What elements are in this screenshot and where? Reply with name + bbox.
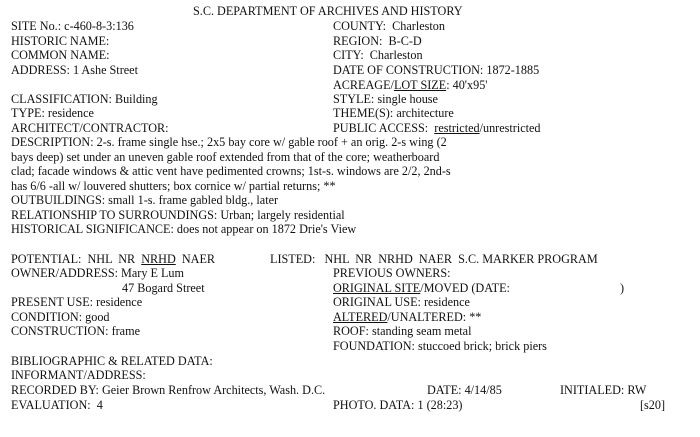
date-of-construction: DATE OF CONSTRUCTION: 1872-1885 bbox=[333, 63, 540, 77]
style: STYLE: single house bbox=[333, 92, 438, 106]
present-use: PRESENT USE: residence bbox=[11, 295, 143, 309]
potential: POTENTIAL: NHL NR NRHD NAER bbox=[11, 252, 216, 266]
historical-significance: HISTORICAL SIGNIFICANCE: does not appear on 1872 Drie's View bbox=[11, 222, 357, 236]
classification: CLASSIFICATION: Building bbox=[11, 92, 158, 106]
informant-address: INFORMANT/ADDRESS: bbox=[11, 368, 146, 382]
owner-street: 47 Bogard Street bbox=[122, 281, 205, 295]
common-name: COMMON NAME: bbox=[11, 48, 110, 62]
historic-name: HISTORIC NAME: bbox=[11, 34, 110, 48]
theme: THEME(S): architecture bbox=[333, 106, 454, 120]
previous-owners: PREVIOUS OWNERS: bbox=[333, 266, 451, 280]
description-line: bays deep) set under an uneven gable roof extended from that of the core; weatherboard bbox=[11, 150, 440, 164]
recorded-date: DATE: 4/14/85 bbox=[427, 383, 502, 397]
moved-date-close: ) bbox=[620, 281, 625, 295]
region: REGION: B-C-D bbox=[333, 34, 422, 48]
roof: ROOF: standing seam metal bbox=[333, 324, 472, 338]
listed: LISTED: NHL NR NRHD NAER S.C. MARKER PROGRAM bbox=[270, 252, 598, 266]
initialed: INITIALED: RW bbox=[560, 383, 647, 397]
original-use: ORIGINAL USE: residence bbox=[333, 295, 470, 309]
reference-code: [s20] bbox=[640, 398, 666, 412]
evaluation: EVALUATION: 4 bbox=[11, 398, 103, 412]
description-line: clad; facade windows & attic vent have pedimented crowns; 1st-s. windows are 2/2, 2nd-s bbox=[11, 164, 451, 178]
owner-address: OWNER/ADDRESS: Mary E Lum bbox=[11, 266, 185, 280]
type: TYPE: residence bbox=[11, 106, 94, 120]
site-number: SITE No.: c-460-8-3:136 bbox=[11, 19, 134, 33]
description-line: DESCRIPTION: 2-s. frame single hse.; 2x5 bay core w/ gable roof + an orig. 2-s wing (2 bbox=[11, 135, 447, 149]
bibliographic-data: BIBLIOGRAPHIC & RELATED DATA: bbox=[11, 354, 213, 368]
county: COUNTY: Charleston bbox=[333, 19, 445, 33]
condition: CONDITION: good bbox=[11, 310, 110, 324]
description-line: has 6/6 -all w/ louvered shutters; box cornice w/ partial returns; ** bbox=[11, 179, 336, 193]
public-access: PUBLIC ACCESS: restricted/unrestricted bbox=[333, 121, 541, 135]
acreage-lot-size: ACREAGE/LOT SIZE: 40'x95' bbox=[333, 78, 488, 92]
construction: CONSTRUCTION: frame bbox=[11, 324, 140, 338]
original-site-moved: ORIGINAL SITE/MOVED (DATE: bbox=[333, 281, 510, 295]
altered-unaltered: ALTERED/UNALTERED: ** bbox=[333, 310, 482, 324]
address: ADDRESS: 1 Ashe Street bbox=[11, 63, 138, 77]
relationship-to-surroundings: RELATIONSHIP TO SURROUNDINGS: Urban; largely residential bbox=[11, 208, 345, 222]
card-title: S.C. DEPARTMENT OF ARCHIVES AND HISTORY bbox=[193, 4, 463, 18]
photo-data: PHOTO. DATA: 1 (28:23) bbox=[333, 398, 463, 412]
architect-contractor: ARCHITECT/CONTRACTOR: bbox=[11, 121, 169, 135]
recorded-by: RECORDED BY: Geier Brown Renfrow Architects, Wash. D.C. bbox=[11, 383, 326, 397]
city: CITY: Charleston bbox=[333, 48, 423, 62]
outbuildings: OUTBUILDINGS: small 1-s. frame gabled bldg., later bbox=[11, 193, 279, 207]
foundation: FOUNDATION: stuccoed brick; brick piers bbox=[333, 339, 547, 353]
